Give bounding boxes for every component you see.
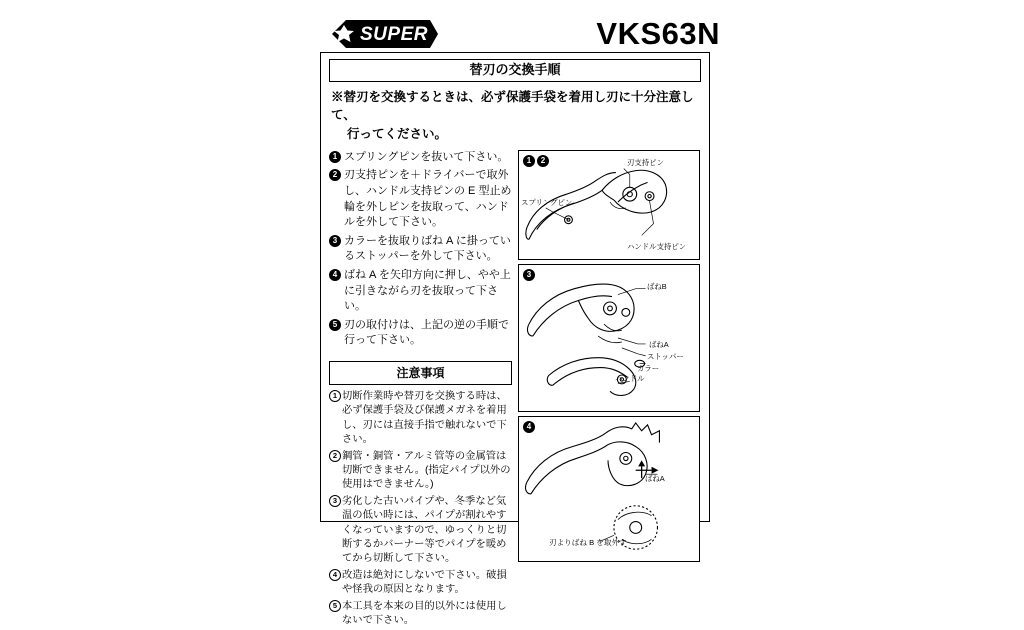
figure-caption: 刃よりばね B を取外す	[549, 537, 627, 547]
notice-text: 本工具を本来の目的以外には使用しないで下さい。	[342, 600, 507, 627]
step-number: 5	[329, 319, 341, 331]
step-text: カラーを抜取りばね A に掛っているストッパーを外して下さい。	[344, 234, 511, 263]
figure-label: ストッパー	[647, 351, 684, 361]
figure-badge-1: 1	[523, 155, 535, 167]
figure-label: スプリングピン	[521, 197, 573, 207]
step-text: スプリングピンを抜いて下さい。	[344, 150, 509, 163]
section-title: 替刃の交換手順	[329, 59, 701, 82]
figure-panel-1	[518, 150, 700, 260]
list-item	[329, 569, 512, 598]
cutter-diagram-2	[519, 265, 699, 411]
notice-number: 3	[329, 495, 341, 507]
list-item	[329, 268, 512, 315]
figure-label: ばねA	[645, 473, 665, 483]
list-item	[329, 234, 512, 265]
document-header	[330, 10, 720, 58]
figure-label: カラー	[637, 363, 660, 373]
model-number: VKS63N	[596, 16, 720, 51]
step-text: 刃の取付けは、上記の逆の手順で行って下さい。	[344, 318, 509, 347]
list-item	[329, 390, 512, 448]
super-brand-logo	[330, 17, 440, 51]
notice-text: 切断作業時や替刃を交換する時は、必ず保護手袋及び保護メガネを着用し、刃には直接手指で触れないで下さい。	[342, 390, 507, 446]
list-item	[329, 150, 512, 166]
figure-badge-2: 2	[537, 155, 549, 167]
notice-title: 注意事項	[329, 361, 512, 385]
step-text: ばね A を矢印方向に押し、やや上に引きながら刃を抜取って下さい。	[344, 268, 511, 313]
step-number: 3	[329, 235, 341, 247]
figure-badge-3: 3	[523, 269, 535, 281]
notice-number: 2	[329, 450, 341, 462]
figure-panel-4	[518, 416, 700, 562]
notice-text: 改造は絶対にしないで下さい。破損や怪我の原因となります。	[342, 569, 507, 596]
list-item	[329, 495, 512, 567]
content-columns	[329, 150, 701, 630]
figure-badge-4: 4	[523, 421, 535, 433]
list-item	[329, 318, 512, 349]
notice-number: 5	[329, 600, 341, 612]
list-item	[329, 600, 512, 629]
safety-warning-line2: 行ってください。	[347, 126, 448, 141]
step-number: 4	[329, 269, 341, 281]
safety-warning-line1: ※替刃を交換するときは、必ず保護手袋を着用し刃に十分注意して、	[331, 90, 694, 123]
notice-text: 鋼管・銅管・アルミ管等の金属管は切断できません。(指定パイプ以外の使用はできません。)	[342, 450, 511, 491]
figure-panel-3	[518, 264, 700, 412]
step-text: 刃支持ピンを＋ドライバーで取外し、ハンドル支持ピンの E 型止め輪を外しピンを抜取って、ハンドルを外して下さい。	[344, 169, 512, 229]
instruction-frame	[320, 52, 710, 627]
figure-label: 刃支持ピン	[627, 157, 664, 167]
list-item	[329, 450, 512, 493]
step-number: 1	[329, 151, 341, 163]
figure-label: ばねB	[647, 281, 667, 291]
figure-column	[518, 150, 700, 630]
safety-warning	[331, 88, 701, 142]
notice-number: 1	[329, 390, 341, 402]
step-number: 2	[329, 169, 341, 181]
notices-list	[329, 390, 512, 629]
text-column	[329, 150, 512, 630]
steps-list	[329, 150, 512, 349]
notice-number: 4	[329, 569, 341, 581]
figure-label: ハンドル支持ピン	[627, 241, 687, 251]
brand-name: SUPER	[360, 24, 428, 45]
list-item	[329, 168, 512, 230]
figure-label: ハンドル	[615, 373, 645, 383]
notice-text: 劣化した古いパイプや、冬季など気温の低い時には、パイプが割れやすくなっていますので、ゆっくりと切断するかバーナー等でパイプを暖めてから切断して下さい。	[342, 495, 507, 565]
figure-label: ばねA	[649, 339, 669, 349]
